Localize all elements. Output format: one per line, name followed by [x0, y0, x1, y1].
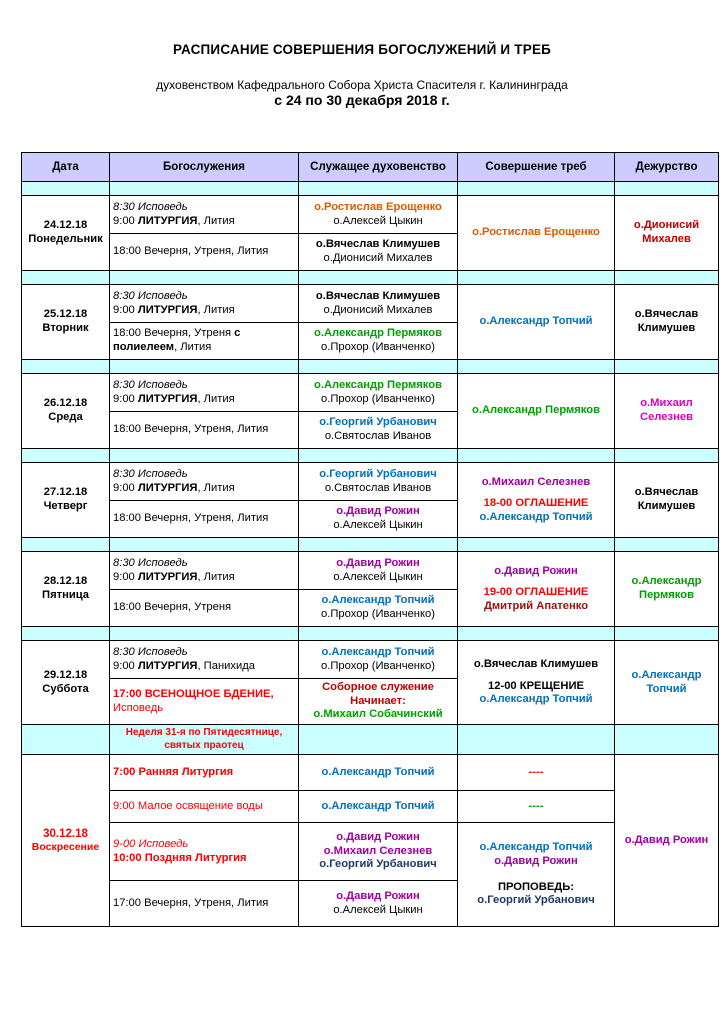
service-time: 9:00: [113, 392, 138, 405]
clergy-second: о.Прохор (Иванченко): [321, 659, 435, 672]
clergy-evening: [299, 679, 458, 725]
day-24-date-cell: [22, 196, 110, 271]
day-weekday: Среда: [48, 411, 83, 423]
service-rest: , Панихида: [197, 659, 255, 672]
service-liturgy: [113, 393, 295, 407]
clergy-morning: [299, 285, 458, 323]
rites-cell: о.Александр Топчий: [458, 285, 615, 360]
service-text: 18:00 Вечерня, Утреня: [113, 327, 235, 340]
service-liturgy: [113, 571, 295, 585]
schedule-period: с 24 по 30 декабря 2018 г.: [274, 92, 450, 108]
clergy-third: о.Георгий Урбанович: [319, 858, 437, 871]
clergy-main: о.Давид Рожин: [336, 556, 420, 569]
service-rest: , Лития: [197, 214, 235, 227]
rites-baptism: 12-00 КРЕЩЕНИЕ: [488, 679, 584, 692]
clergy-evening: [299, 590, 458, 627]
service-early-liturgy: 7:00 Ранняя Литургия: [110, 755, 299, 791]
rites-dash: ----: [458, 755, 615, 791]
service-confession: 8:30 Исповедь: [113, 200, 188, 213]
day-27-row-1: [22, 463, 719, 501]
service-confession: 8:30 Исповедь: [113, 645, 188, 658]
service-evening: 18:00 Вечерня, Утреня: [110, 590, 299, 627]
day-29-date-cell: [22, 641, 110, 725]
clergy-evening: [299, 323, 458, 360]
clergy-main: о.Давид Рожин: [336, 889, 420, 902]
clergy-second: о.Алексей Цыкин: [333, 570, 423, 583]
clergy-main: о.Вячеслав Климушев: [315, 289, 441, 302]
col-clergy: Служащее духовенство: [299, 153, 458, 182]
service-name: ЛИТУРГИЯ: [137, 392, 198, 405]
clergy-main: о.Александр Топчий: [321, 594, 435, 607]
document-title: РАСПИСАНИЕ СОВЕРШЕНИЯ БОГОСЛУЖЕНИЙ И ТРЕБ: [172, 42, 552, 57]
service-rest: , Лития: [197, 481, 235, 494]
spacer-row: [22, 449, 719, 463]
day-24-row-1: [22, 196, 719, 234]
clergy-morning: [299, 196, 458, 234]
service-liturgy: [113, 482, 295, 496]
clergy-main: о.Георгий Урбанович: [319, 467, 437, 480]
service-name: ЛИТУРГИЯ: [137, 303, 198, 316]
day-30-row-3: [22, 823, 719, 881]
rites-priest: о.Давид Рожин: [494, 564, 578, 577]
day-weekday: Воскресение: [31, 841, 100, 854]
service-late-liturgy: [110, 823, 299, 881]
clergy-main: о.Александр Топчий: [321, 645, 435, 658]
clergy-morning: [299, 641, 458, 679]
service-water-blessing: 9:00 Малое освящение воды: [110, 791, 299, 823]
clergy-main: о.Александр Пермяков: [314, 327, 442, 340]
day-date: 26.12.18: [43, 397, 88, 410]
day-26-row-1: [22, 374, 719, 412]
clergy-main: о.Михаил Собачинский: [313, 708, 443, 721]
service-rest: , Лития: [197, 570, 235, 583]
service-evening: [110, 323, 299, 360]
clergy-main: о.Давид Рожин: [336, 831, 420, 844]
clergy-main: о.Георгий Урбанович: [319, 416, 437, 429]
service-evening: 17:00 Вечерня, Утреня, Лития: [110, 881, 299, 927]
service-liturgy: 10:00 Поздняя Литургия: [113, 851, 247, 864]
service-liturgy: [113, 215, 295, 229]
service-morning: [110, 374, 299, 412]
clergy-morning: [299, 463, 458, 501]
day-29-row-1: [22, 641, 719, 679]
clergy-second: о.Дионисий Михалев: [323, 303, 433, 316]
document-subtitle: духовенством Кафедрального Собора Христа Спасителя г. Калининграда: [156, 78, 568, 92]
day-28-date-cell: [22, 552, 110, 627]
service-evening: 18:00 Вечерня, Утреня, Лития: [110, 412, 299, 449]
service-morning: [110, 641, 299, 679]
col-duty: Дежурство: [615, 153, 719, 182]
service-confession: Исповедь: [113, 701, 164, 714]
day-30-row-2: [22, 791, 719, 823]
clergy-evening: [299, 234, 458, 271]
day-date: 28.12.18: [43, 575, 88, 588]
service-time: 9:00: [113, 303, 138, 316]
clergy-evening: [299, 501, 458, 538]
clergy-second: о.Святослав Иванов: [324, 430, 432, 442]
service-morning: [110, 552, 299, 590]
rites-cell: о.Александр Пермяков: [458, 374, 615, 449]
day-date: 24.12.18: [43, 219, 88, 232]
rites-catechist: Дмитрий Апатенко: [483, 599, 589, 612]
day-26-date-cell: [22, 374, 110, 449]
service-confession: 9-00 Исповедь: [113, 837, 189, 850]
clergy-evening: [299, 881, 458, 927]
clergy-second: о.Алексей Цыкин: [333, 519, 423, 531]
clergy-second: о.Алексей Цыкин: [333, 214, 423, 227]
day-25-row-1: [22, 285, 719, 323]
clergy-water-blessing: о.Александр Топчий: [299, 791, 458, 823]
service-morning: [110, 285, 299, 323]
clergy-main: о.Александр Пермяков: [314, 378, 442, 391]
clergy-main: о.Вячеслав Климушев: [315, 238, 441, 251]
clergy-second: о.Прохор (Иванченко): [321, 608, 435, 620]
day-date: 29.12.18: [43, 668, 88, 681]
service-confession: 8:30 Исповедь: [113, 378, 188, 391]
rites-cell: о.Ростислав Ерощенко: [458, 196, 615, 271]
rites-baptism-priest: о.Александр Топчий: [479, 693, 593, 706]
service-time: 9:00: [113, 481, 138, 494]
duty-cell: о.Вячеслав Климушев: [615, 285, 719, 360]
clergy-second: о.Прохор (Иванченко): [321, 341, 435, 353]
clergy-early-liturgy: о.Александр Топчий: [299, 755, 458, 791]
day-weekday: Пятница: [42, 589, 89, 601]
col-date: Дата: [22, 153, 110, 182]
clergy-late-liturgy: [299, 823, 458, 881]
clergy-second: о.Прохор (Иванченко): [321, 392, 435, 405]
spacer-row: [22, 360, 719, 374]
duty-cell: о.Александр Пермяков: [615, 552, 719, 627]
service-evening: 18:00 Вечерня, Утреня, Лития: [110, 234, 299, 271]
service-vigil: 17:00 ВСЕНОЩНОЕ БДЕНИЕ,: [113, 687, 274, 700]
clergy-second: о.Святослав Иванов: [324, 481, 432, 494]
duty-cell: о.Александр Топчий: [615, 641, 719, 725]
clergy-second: о.Алексей Цыкин: [333, 903, 423, 916]
clergy-evening: [299, 412, 458, 449]
col-services: Богослужения: [110, 153, 299, 182]
week-note-row: [22, 725, 719, 755]
clergy-morning: [299, 374, 458, 412]
clergy-second: о.Михаил Селезнев: [323, 844, 433, 857]
spacer-row: [22, 271, 719, 285]
service-liturgy: [113, 304, 295, 318]
spacer-row: [22, 627, 719, 641]
rites-cell: [458, 823, 615, 927]
service-evening: 18:00 Вечерня, Утреня, Лития: [110, 501, 299, 538]
col-rites: Совершение треб: [458, 153, 615, 182]
service-confession: 8:30 Исповедь: [113, 289, 188, 302]
day-28-row-1: [22, 552, 719, 590]
service-rest: , Лития: [197, 392, 235, 405]
rites-catechesis: 18-00 ОГЛАШЕНИЕ: [483, 497, 589, 510]
rites-priest: о.Вячеслав Климушев: [473, 658, 599, 671]
clergy-morning: [299, 552, 458, 590]
clergy-second: о.Дионисий Михалев: [323, 252, 433, 264]
rites-catechesis: 19-00 ОГЛАШЕНИЕ: [483, 586, 589, 599]
service-confession: 8:30 Исповедь: [113, 467, 188, 480]
clergy-note: Соборное служение: [322, 681, 434, 694]
duty-cell: о.Дионисий Михалев: [615, 196, 719, 271]
spacer-row: [22, 538, 719, 552]
duty-cell: о.Давид Рожин: [615, 755, 719, 927]
sermon-label: ПРОПОВЕДЬ:: [497, 880, 575, 893]
schedule-table: [21, 152, 719, 927]
rites-priest: о.Михаил Селезнев: [481, 475, 591, 488]
rites-cell: [458, 463, 615, 538]
rites-priest: о.Давид Рожин: [494, 854, 578, 867]
day-weekday: Понедельник: [28, 233, 103, 245]
day-27-date-cell: [22, 463, 110, 538]
day-30-row-1: [22, 755, 719, 791]
day-date: 27.12.18: [43, 486, 88, 499]
duty-cell: о.Михаил Селезнев: [615, 374, 719, 449]
rites-cell: [458, 552, 615, 627]
rites-cell: [458, 641, 615, 725]
header-row: [22, 153, 719, 182]
spacer-row: [22, 182, 719, 196]
clergy-main: о.Ростислав Ерощенко: [314, 200, 442, 213]
service-confession: 8:30 Исповедь: [113, 556, 188, 569]
day-weekday: Вторник: [42, 322, 89, 334]
day-30-date-cell: [22, 755, 110, 927]
service-name: ЛИТУРГИЯ: [137, 481, 198, 494]
service-polyeleos: с полиелеем: [113, 327, 241, 353]
service-time: 9:00: [113, 659, 138, 672]
rites-catechist: о.Александр Топчий: [479, 510, 593, 523]
service-name: ЛИТУРГИЯ: [137, 570, 198, 583]
rites-priest: о.Александр Топчий: [479, 841, 593, 854]
service-evening: [110, 679, 299, 725]
day-weekday: Четверг: [43, 500, 88, 512]
day-25-date-cell: [22, 285, 110, 360]
clergy-main: о.Давид Рожин: [336, 505, 420, 518]
service-morning: [110, 196, 299, 234]
duty-cell: о.Вячеслав Климушев: [615, 463, 719, 538]
service-morning: [110, 463, 299, 501]
service-rest: , Лития: [197, 303, 235, 316]
week-note: Неделя 31-я по Пятидесятнице, святых праотец: [110, 725, 299, 755]
day-weekday: Суббота: [42, 682, 89, 695]
service-text: , Лития: [174, 341, 212, 353]
clergy-note: Начинает:: [350, 694, 406, 707]
service-time: 9:00: [113, 570, 138, 583]
sermon-priest: о.Георгий Урбанович: [477, 894, 595, 907]
service-liturgy: [113, 660, 295, 674]
service-name: ЛИТУРГИЯ: [137, 214, 198, 227]
day-date: 30.12.18: [43, 828, 88, 841]
day-date: 25.12.18: [43, 308, 88, 321]
service-time: 9:00: [113, 214, 138, 227]
rites-dash: ----: [458, 791, 615, 823]
service-name: ЛИТУРГИЯ: [137, 659, 198, 672]
